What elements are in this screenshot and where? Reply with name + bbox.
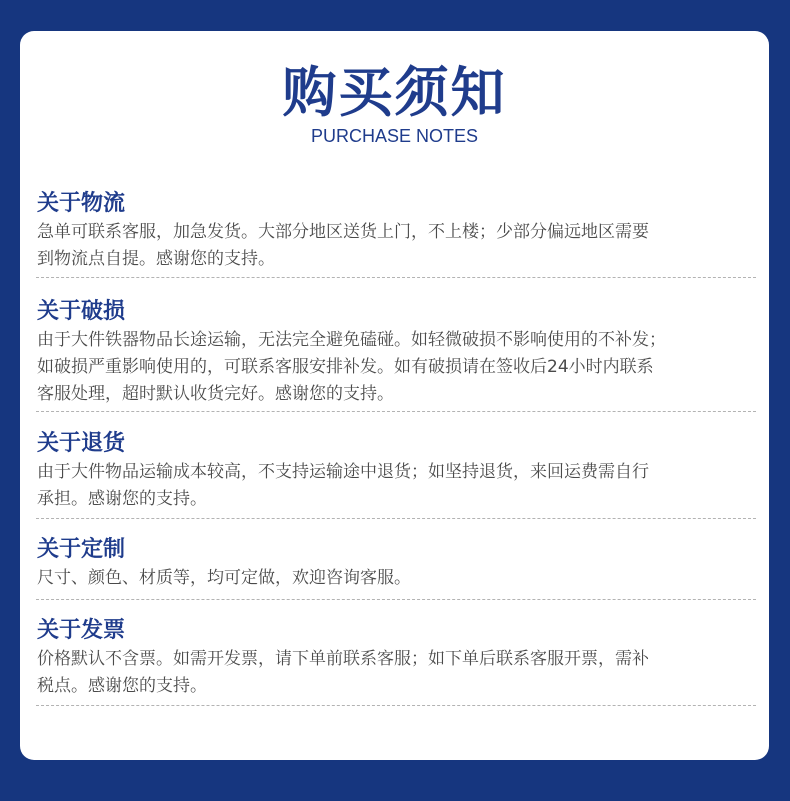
section-returns <box>37 429 757 513</box>
section-heading: 关于退货 <box>37 431 126 456</box>
divider <box>36 705 756 706</box>
section-heading: 关于物流 <box>37 191 126 216</box>
divider <box>36 599 756 600</box>
section-text-line: 如破损严重影响使用的，可联系客服安排补发。如有破损请在签收后24小时内联系 <box>37 357 654 377</box>
section-heading: 关于定制 <box>37 537 126 562</box>
section-text-line: 由于大件铁器物品长途运输，无法完全避免磕碰。如轻微破损不影响使用的不补发； <box>37 330 666 350</box>
section-customization <box>37 535 757 592</box>
divider <box>36 518 756 519</box>
section-damage <box>37 297 757 408</box>
section-invoice <box>37 616 757 700</box>
page-title: 购买须知 <box>282 61 507 124</box>
section-text-line: 尺寸、颜色、材质等，均可定做，欢迎咨询客服。 <box>37 568 411 588</box>
section-text-line: 税点。感谢您的支持。 <box>37 676 207 696</box>
section-text-line: 承担。感谢您的支持。 <box>37 489 207 509</box>
section-logistics <box>37 189 757 273</box>
section-text-line: 急单可联系客服，加急发货。大部分地区送货上门，不上楼；少部分偏远地区需要 <box>37 222 649 242</box>
divider <box>36 411 756 412</box>
section-heading: 关于破损 <box>37 299 126 324</box>
section-text-line: 由于大件物品运输成本较高，不支持运输途中退货；如坚持退货，来回运费需自行 <box>37 462 649 482</box>
section-text-line: 客服处理，超时默认收货完好。感谢您的支持。 <box>37 384 394 404</box>
section-heading: 关于发票 <box>37 618 126 643</box>
notes-card <box>20 31 769 760</box>
section-text-line: 到物流点自提。感谢您的支持。 <box>37 249 275 269</box>
page-subtitle: PURCHASE NOTES <box>310 126 479 146</box>
section-text-line: 价格默认不含票。如需开发票，请下单前联系客服；如下单后联系客服开票，需补 <box>37 649 649 669</box>
divider <box>36 277 756 278</box>
